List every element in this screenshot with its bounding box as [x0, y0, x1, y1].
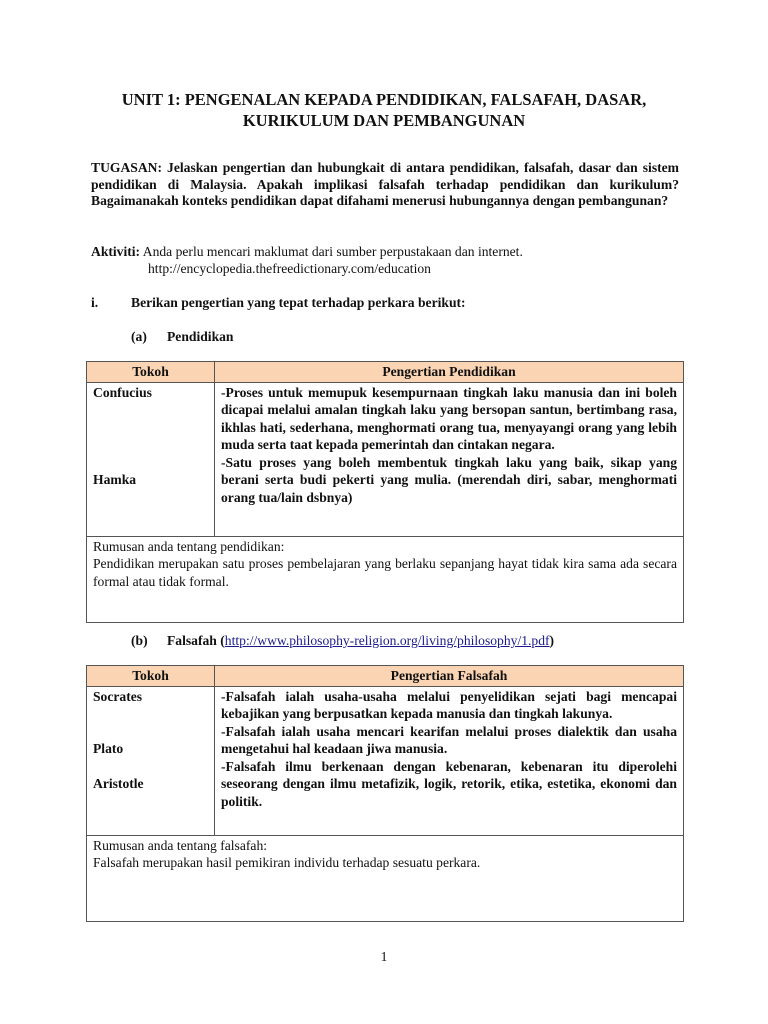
section-a-label: (a) [131, 329, 147, 344]
question-heading [91, 295, 466, 311]
philosophy-link[interactable]: http://www.philosophy-religion.org/living/philosophy/1.pdf [224, 633, 550, 648]
falsafah-table [86, 665, 684, 922]
definition-hamka: -Satu proses yang boleh membentuk tingkah laku yang baik, sikap yang berani serta budi pekerti yang mulia. (merendah diri, sabar, menghormati orang tua/lain dsbnya) [221, 454, 677, 505]
tokoh-name-aristotle: Aristotle [93, 775, 144, 791]
rumusan-text: Falsafah merupakan hasil pemikiran individu terhadap sesuatu perkara. [93, 855, 481, 870]
definition-cell [215, 382, 684, 536]
section-b-heading [131, 633, 554, 649]
definition-cell [215, 686, 684, 835]
table-header-tokoh: Tokoh [87, 362, 215, 383]
section-b-label: (b) [131, 633, 148, 648]
rumusan-label: Rumusan anda tentang pendidikan: [93, 538, 285, 554]
aktiviti-label: Aktiviti: [91, 244, 141, 259]
rumusan-label: Rumusan anda tentang falsafah: [93, 837, 268, 853]
table-header-pengertian: Pengertian Pendidikan [215, 362, 684, 383]
table-row [87, 686, 684, 835]
unit-title [60, 89, 708, 131]
tokoh-name-socrates: Socrates [93, 688, 143, 704]
rumusan-cell[interactable] [87, 536, 684, 622]
question-number: i. [91, 295, 99, 310]
definition-aristotle: -Falsafah ilmu berkenaan dengan kebenaran, kebenaran itu diperolehi seseorang dengan ilmu metafizik, logik, retorik, etika, estetika, ekonomi dan politik. [221, 758, 677, 809]
rumusan-row [87, 835, 684, 921]
table-header-pengertian: Pengertian Falsafah [215, 666, 684, 687]
aktiviti-url: http://encyclopedia.thefreedictionary.com/education [148, 260, 431, 276]
tokoh-name-hamka: Hamka [93, 472, 137, 487]
page-number: 1 [380, 949, 388, 964]
unit-title-line-2: KURIKULUM DAN PEMBANGUNAN [242, 111, 526, 130]
tokoh-cell [87, 686, 215, 835]
rumusan-row [87, 536, 684, 622]
tokoh-name-plato: Plato [93, 741, 124, 756]
pendidikan-table [86, 361, 684, 623]
section-a-title: Pendidikan [167, 329, 234, 344]
definition-plato: -Falsafah ialah usaha mencari kearifan melalui proses dialektik dan usaha mengetahui hal keadaan jiwa manusia. [221, 723, 677, 756]
table-row [87, 382, 684, 536]
table-header-tokoh: Tokoh [87, 666, 215, 687]
rumusan-cell[interactable] [87, 835, 684, 921]
section-a-heading [131, 329, 234, 345]
aktiviti-block [91, 244, 523, 277]
question-text: Berikan pengertian yang tepat terhadap perkara berikut: [131, 295, 466, 310]
tokoh-cell [87, 382, 215, 536]
tugasan-paragraph: TUGASAN: Jelaskan pengertian dan hubungkait di antara pendidikan, falsafah, dasar dan sistem pendidikan di Malaysia. Apakah implikasi falsafah terhadap pendidikan dan kurikulum? Bagaimanakah konteks pendidikan dapat difahami menerusi hubungannya dengan pembangunan? [91, 160, 679, 208]
tokoh-name-confucius: Confucius [93, 384, 152, 400]
section-b-paren-open: ( [216, 633, 225, 648]
aktiviti-text: Anda perlu mencari maklumat dari sumber perpustakaan dan internet. [142, 244, 523, 259]
definition-confucius: -Proses untuk memupuk kesempurnaan tingkah laku manusia dan ini boleh dicapai melalui amalan tingkah laku yang bersopan santun, bertimbang rasa, ikhlas hati, sederhana, menghormati orang tua, menyayangi orang yang lebih muda serta taat kepada pemerintah dan cintakan negara. [221, 384, 677, 452]
section-b-title: Falsafah [167, 633, 217, 648]
section-b-paren-close: ) [549, 633, 555, 648]
rumusan-text: Pendidikan merupakan satu proses pembelajaran yang berlaku sepanjang hayat tidak kira sama ada secara formal atau tidak formal. [93, 556, 677, 589]
unit-title-line-1: UNIT 1: PENGENALAN KEPADA PENDIDIKAN, FALSAFAH, DASAR, [121, 90, 647, 109]
definition-socrates: -Falsafah ialah usaha-usaha melalui penyelidikan sejati bagi mencapai kebajikan yang berpusatkan kepada manusia dan tingkah lakunya. [221, 688, 677, 721]
